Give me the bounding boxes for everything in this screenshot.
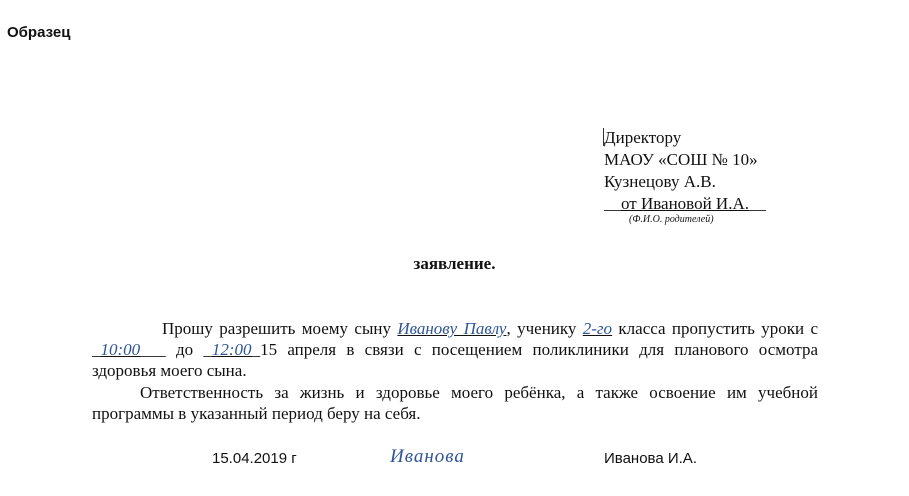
handwritten-signature: Иванова xyxy=(390,446,465,467)
son-name-field: Иванову Павлу xyxy=(397,319,507,338)
addressee-school: МАОУ «СОШ № 10» xyxy=(604,150,758,169)
request-text-3: класса пропустить уроки с _ xyxy=(92,319,818,359)
time-from-field: 10:00 xyxy=(100,340,141,359)
grade-field: 2-го xyxy=(582,319,613,338)
sender-prefix: __ xyxy=(604,194,621,213)
sender-name: от Ивановой И.А. xyxy=(621,194,749,213)
request-text-2: , ученику xyxy=(506,319,583,338)
sample-label: Образец xyxy=(7,24,71,41)
signer-name: Иванова И.А. xyxy=(604,450,697,467)
document-title: заявление. xyxy=(413,254,496,273)
sender-line xyxy=(604,193,766,214)
request-paragraph xyxy=(92,318,818,381)
request-text-4: ___ до _ xyxy=(140,340,212,359)
addressee-name: Кузнецову А.В. xyxy=(604,172,716,191)
responsibility-paragraph: Ответственность за жизнь и здоровье моего ребёнка, а также освоение им учебной программы в указанный период беру на себя. xyxy=(92,383,818,423)
sender-suffix: __ xyxy=(749,194,766,213)
application-date: 15.04.2019 г xyxy=(212,450,297,467)
request-text-1: Прошу разрешить моему сыну xyxy=(162,319,398,338)
addressee-position: Директору xyxy=(604,128,682,147)
time-to-field: 12:00 xyxy=(211,340,252,359)
request-text-5: _15 апреля в связи с посещением поликлиники для планового осмотра здоровья моего сына. xyxy=(92,340,818,380)
sender-caption: (Ф.И.О. родителей) xyxy=(629,214,714,225)
